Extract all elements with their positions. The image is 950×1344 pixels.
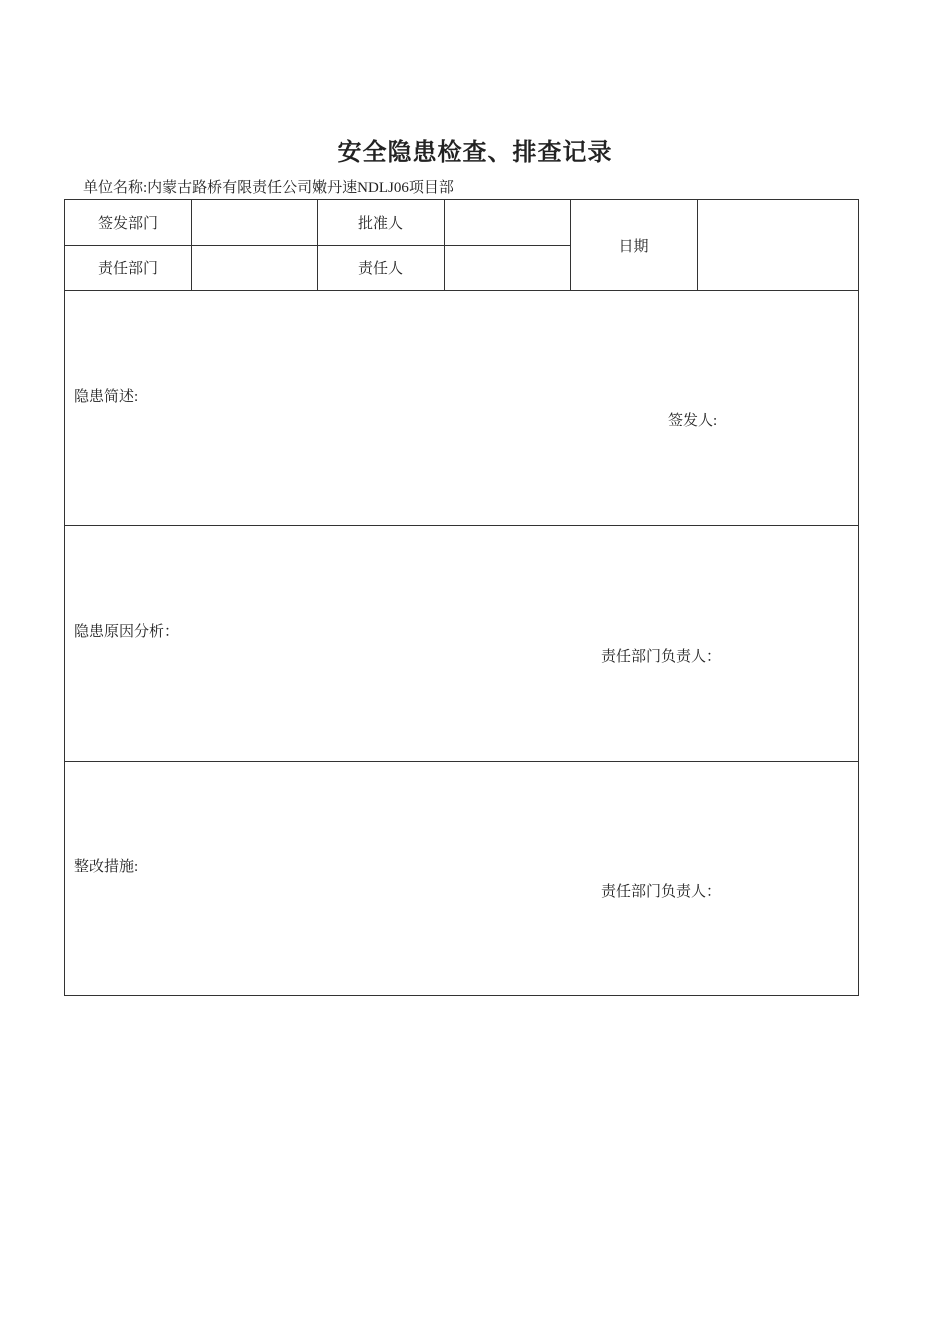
resp-head-sign-label: 责任部门负责人： [601,649,722,665]
date-field[interactable] [697,200,858,290]
resp-person-label: 责任人 [357,261,403,277]
hazard-desc-section[interactable] [65,291,858,525]
issue-dept-field[interactable] [191,200,317,245]
resp-dept-label: 责任部门 [97,261,158,277]
issue-dept-label: 签发部门 [97,216,158,232]
hazard-cause-section[interactable] [65,526,858,761]
page-title: 安全隐患检查、排查记录 [337,140,613,166]
issuer-sign-label: 签发人: [668,413,718,429]
hazard-cause-label: 隐患原因分析： [74,624,180,640]
rectify-resp-head-sign-label: 责任部门负责人： [601,884,722,900]
approver-label: 批准人 [357,216,403,232]
rectify-section[interactable] [65,762,858,995]
rectify-label: 整改措施: [74,859,139,875]
record-form [64,199,859,996]
hazard-desc-label: 隐患简述: [74,389,139,405]
resp-dept-field[interactable] [191,245,317,290]
date-label: 日期 [618,238,649,255]
approver-field[interactable] [444,200,570,245]
unit-name-line: 单位名称:内蒙古路桥有限责任公司嫩丹速NDLJ06项目部 [83,180,454,196]
resp-person-field[interactable] [444,245,570,290]
